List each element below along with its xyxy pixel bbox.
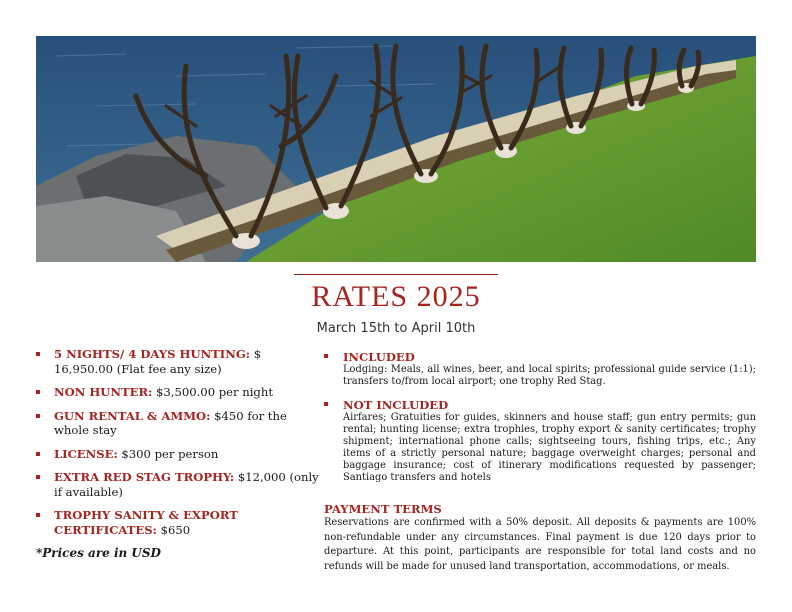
rate-item xyxy=(36,508,321,537)
not-included-section xyxy=(324,398,756,484)
rate-label: NON HUNTER: xyxy=(54,385,153,399)
bullet-icon xyxy=(36,352,40,356)
not-included-body: Airfares; Gratuities for guides, skinners and house staff; gun entry permits; gun rental; hunting license; extra trophies, trophy export & sanity certificates; trophy shipment; international phone calls; sightseeing tours, fishing trips, etc.; Any items of a strictly personal nature; baggage overweight charges; personal and baggage insurance; cost of itinerary modifications requested by passenger; Santiago transfers and hotels xyxy=(343,412,756,483)
rate-label: 5 NIGHTS/ 4 DAYS HUNTING: xyxy=(54,347,251,361)
bullet-icon xyxy=(36,452,40,456)
page-title: RATES 2025 xyxy=(311,280,481,313)
bullet-icon xyxy=(324,402,328,406)
rate-value: $300 per person xyxy=(117,446,219,461)
rate-label: EXTRA RED STAG TROPHY: xyxy=(54,470,235,484)
rate-value: $450 for the whole stay xyxy=(54,408,287,437)
rate-label: LICENSE: xyxy=(54,446,118,461)
rate-value: $3,500.00 per night xyxy=(152,385,273,399)
rate-value: $650 xyxy=(156,522,191,537)
included-section xyxy=(324,350,756,388)
date-range: March 15th to April 10th xyxy=(316,321,476,336)
rates-list xyxy=(36,347,321,560)
rate-label: TROPHY SANITY & EXPORT CERTIFICATES: xyxy=(54,508,238,537)
inclusions xyxy=(324,350,756,494)
payment-body: Reservations are confirmed with a 50% deposit. All deposits & payments are 100% non-refundable under any circumstances. Final payment is due 120 days prior to departure. At this point, participants are responsible for total land costs and no refunds will be made for unused land transportation, accommodations, or meals. xyxy=(324,517,756,572)
not-included-heading: NOT INCLUDED xyxy=(343,398,449,412)
bullet-icon xyxy=(324,354,328,358)
rate-label: GUN RENTAL & AMMO: xyxy=(54,408,211,423)
rate-item xyxy=(36,385,321,400)
bullet-icon xyxy=(36,475,40,479)
included-body: Lodging: Meals, all wines, beer, and local spirits; professional guide service (1:1); transfers to/from local airport; one trophy Red Stag. xyxy=(343,364,756,387)
bullet-icon xyxy=(36,414,40,418)
hero-photo xyxy=(36,36,756,262)
bullet-icon xyxy=(36,390,40,394)
rate-value: $12,000 (only if available) xyxy=(54,470,319,499)
title-divider xyxy=(294,274,498,275)
payment-heading: PAYMENT TERMS xyxy=(324,502,442,516)
rate-item xyxy=(36,409,321,438)
antler-trophies-photo-icon xyxy=(36,36,756,262)
currency-note: *Prices are in USD xyxy=(36,546,161,560)
bullet-icon xyxy=(36,513,40,517)
payment-terms xyxy=(324,502,756,574)
rate-item xyxy=(36,347,321,376)
included-heading: INCLUDED xyxy=(343,350,415,364)
rate-value: $ 16,950.00 (Flat fee any size) xyxy=(54,347,262,376)
rate-item xyxy=(36,470,321,499)
rate-item xyxy=(36,447,321,462)
